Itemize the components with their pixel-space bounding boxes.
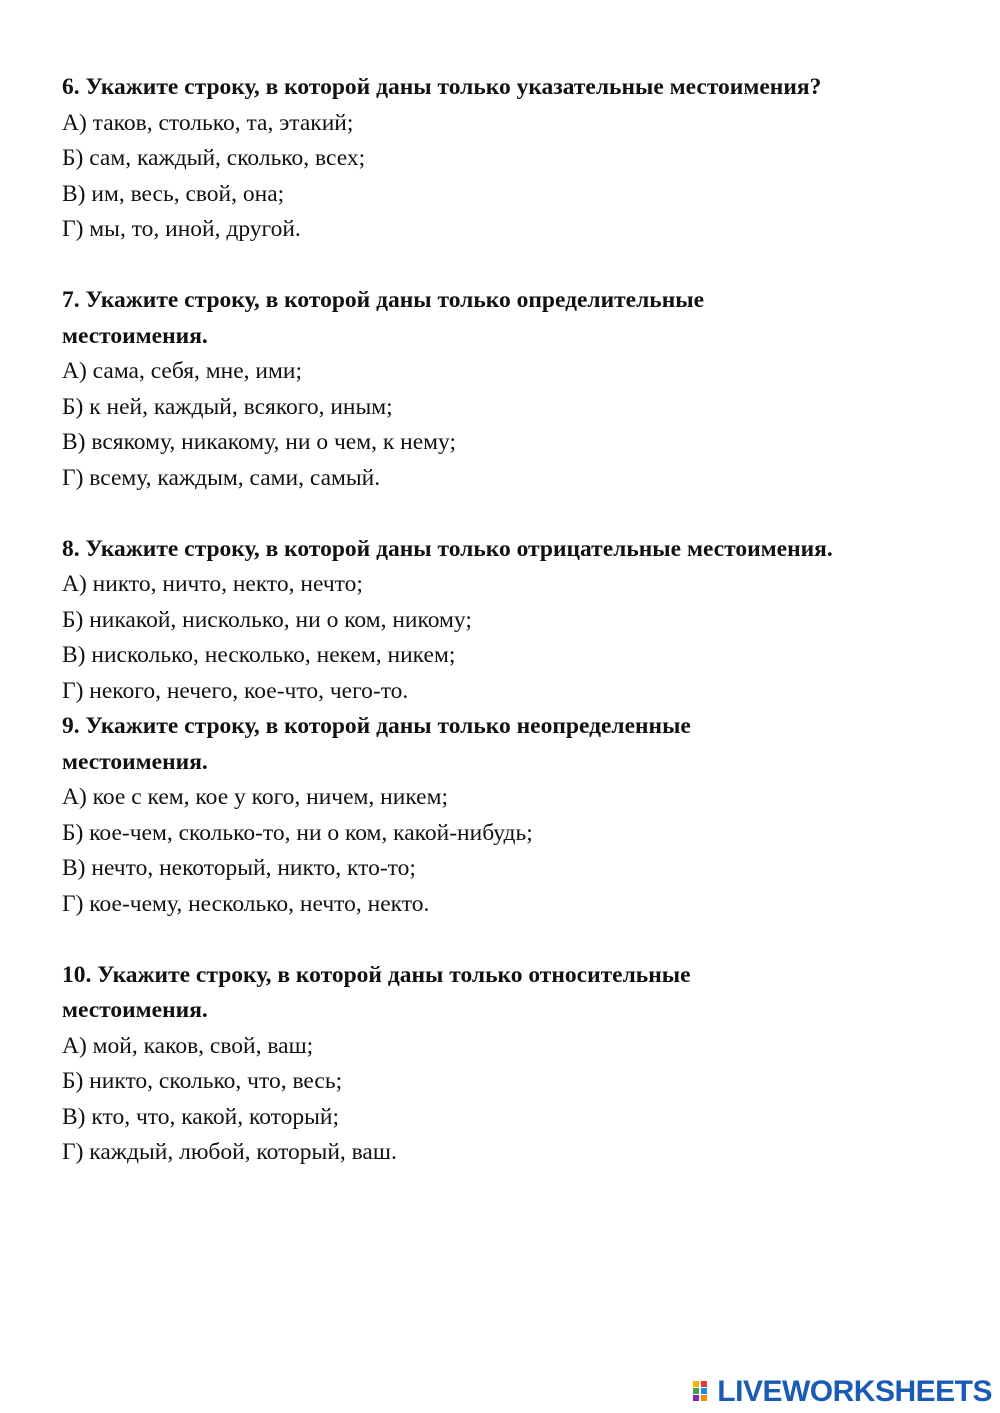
answer-option-a: А) мой, каков, свой, ваш; [62,1032,314,1059]
question-title: 6. Укажите строку, в которой даны только указательные местоимения? [62,74,822,100]
spacer [62,922,972,958]
spacer [62,248,972,284]
answer-option-b: Б) никто, сколько, что, весь; [62,1068,343,1094]
worksheet-page [62,70,972,1171]
question-title-line1: 9. Укажите строку, в которой даны только неопределенные [62,713,691,739]
answer-option-b: Б) сам, каждый, сколько, всех; [62,145,366,171]
answer-option-c: В) им, весь, свой, она; [62,180,285,207]
question-6 [62,70,972,248]
answer-option-c: В) всякому, никакому, ни о чем, к нему; [62,429,456,455]
question-8 [62,532,972,710]
answer-option-d: Г) всему, каждым, сами, самый. [62,464,381,491]
answer-option-b: Б) кое-чем, сколько-то, ни о ком, какой-нибудь; [62,819,533,846]
question-9 [62,709,972,922]
question-title-line2: местоимения. [62,748,208,775]
question-10 [62,958,972,1171]
answer-option-d: Г) мы, то, иной, другой. [62,216,301,242]
question-title-line2: местоимения. [62,997,208,1023]
logo-square [701,1381,707,1387]
logo-square [693,1381,699,1387]
answer-option-b: Б) никакой, нисколько, ни о ком, никому; [62,606,472,633]
answer-option-c: В) нечто, некоторый, никто, кто-то; [62,855,416,881]
logo-square [693,1388,699,1394]
answer-option-c: В) кто, что, какой, который; [62,1103,340,1130]
answer-option-a: А) таков, столько, та, этакий; [62,109,354,136]
answer-option-a: А) кое с кем, кое у кого, ничем, никем; [62,784,448,810]
logo-square [701,1395,707,1401]
liveworksheets-logo [693,1375,992,1409]
answer-option-a: А) сама, себя, мне, ими; [62,358,302,384]
answer-option-d: Г) каждый, любой, который, ваш. [62,1139,397,1165]
answer-option-d: Г) некого, нечего, кое-что, чего-то. [62,677,409,704]
spacer [62,496,972,532]
logo-square [693,1395,699,1401]
answer-option-b: Б) к ней, каждый, всякого, иным; [62,393,393,420]
logo-square [701,1388,707,1394]
answer-option-d: Г) кое-чему, несколько, нечто, некто. [62,890,430,917]
answer-option-c: В) нисколько, несколько, некем, никем; [62,642,456,668]
liveworksheets-logo-icon [693,1381,713,1403]
logo-wordmark: LIVEWORKSHEETS [717,1375,992,1408]
question-title-line1: 10. Укажите строку, в которой даны только относительные [62,961,691,988]
question-7 [62,283,972,496]
question-title: 8. Укажите строку, в которой даны только отрицательные местоимения. [62,535,833,562]
question-title-line1: 7. Укажите строку, в которой даны только определительные [62,287,705,313]
answer-option-a: А) никто, ничто, некто, нечто; [62,571,363,597]
question-title-line2: местоимения. [62,322,208,349]
